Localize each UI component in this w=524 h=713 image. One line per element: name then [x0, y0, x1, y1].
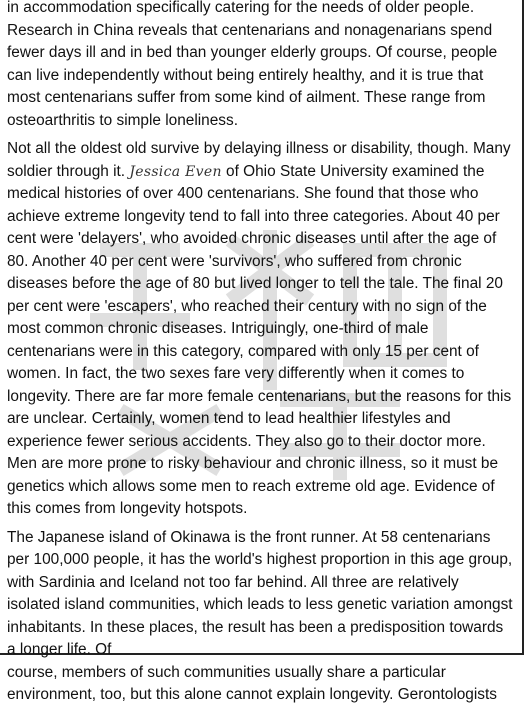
text-line: environment, too, but this alone cannot explain longevity. Gerontologists — [7, 686, 497, 703]
text-segment: soldier through it. — [7, 162, 130, 180]
text-line: most common chronic diseases. Intriguingly, one-third of male — [7, 320, 429, 337]
text-line: can live independently without being entirely healthy, and it is true that — [7, 66, 484, 84]
text-line: course, members of such communities usually share a particular — [7, 663, 446, 681]
text-line: centenarians were in this category, compared with only 15 per cent of — [7, 342, 479, 360]
text-line: medical histories of over 400 centenarians. She found that those who — [7, 185, 479, 202]
text-line — [7, 161, 515, 184]
text-line: this comes from longevity hotspots. — [7, 500, 248, 517]
text-line: longevity. There are far more female centenarians, but the reasons for this — [7, 387, 512, 405]
text-line: 80. Another 40 per cent were 'survivors', who suffered from chronic — [7, 252, 462, 270]
text-line: experience fewer serious accidents. They also go to their doctor more. — [7, 432, 486, 450]
text-segment: of Ohio State University examined the — [221, 162, 485, 180]
paragraph — [7, 527, 515, 707]
text-line: isolated island communities, which leads to less genetic variation amongst — [7, 596, 513, 613]
text-line: women. In fact, the two sexes fare very differently when it comes to — [7, 365, 465, 382]
text-line: genetics which allows some men to reach extreme old age. Evidence of — [7, 477, 495, 495]
text-line: Not all the oldest old survive by delaying illness or disability, though. Many — [7, 140, 511, 157]
researcher-name: Jessica Even — [129, 163, 222, 180]
text-line: osteoarthritis to simple loneliness. — [7, 111, 238, 129]
text-line: Research in China reveals that centenarians and nonagenarians spend — [7, 21, 493, 39]
text-line: most centenarians suffer from some kind of ailment. These range from — [7, 89, 486, 106]
text-line: in accommodation specifically catering for the needs of older people. — [7, 0, 475, 16]
article-text — [7, 0, 515, 713]
text-line: Men are more prone to risky behaviour and chronic illness, so it must be — [7, 455, 499, 472]
text-line: fewer days ill and in bed than younger elderly groups. Of course, people — [7, 44, 498, 61]
text-line: cent were 'delayers', who avoided chronic diseases until after the age of — [7, 230, 497, 247]
paragraph — [7, 138, 515, 521]
text-line: The Japanese island of Okinawa is the front runner. At 58 centenarians — [7, 528, 491, 546]
paragraph — [7, 0, 515, 132]
text-line: achieve extreme longevity tend to fall into three categories. About 40 per — [7, 207, 500, 225]
text-line: inhabitants. In these places, the result has been a predisposition towards — [7, 618, 504, 636]
text-line: diseases before the age of 80 but lived longer to tell the tale. The final 20 — [7, 275, 503, 292]
text-line: per cent were 'escapers', who reached their century with no sign of the — [7, 297, 487, 315]
text-line: per 100,000 people, it has the world's highest proportion in this age group, — [7, 551, 513, 568]
text-line: with Sardinia and Iceland not too far behind. All three are relatively — [7, 573, 459, 591]
text-line: a longer life. Of — [7, 641, 112, 658]
text-line: are unclear. Certainly, women tend to lead healthier lifestyles and — [7, 410, 451, 427]
